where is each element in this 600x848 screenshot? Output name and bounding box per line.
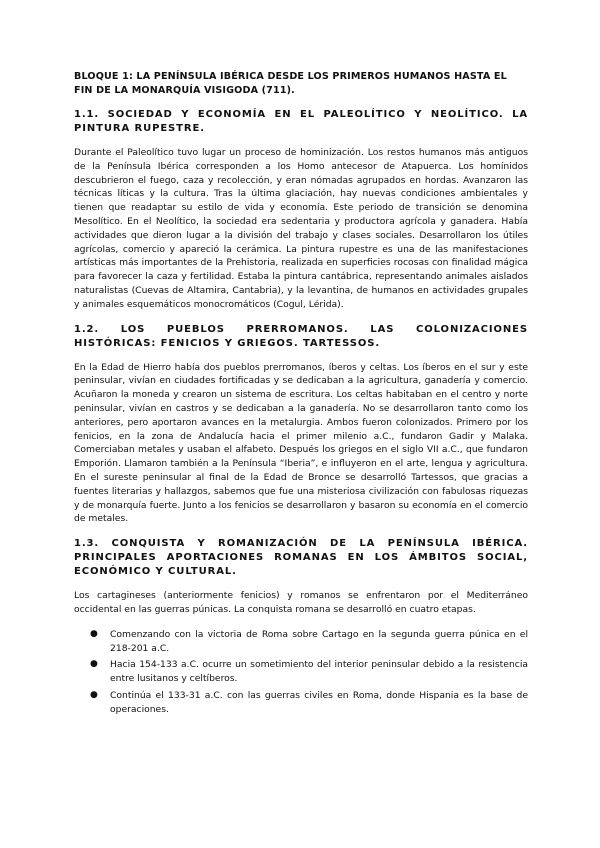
document-body xyxy=(74,70,528,720)
section-heading: 1.1. SOCIEDAD Y ECONOMÍA EN EL PALEOLÍTICO Y NEOLÍTICO. LA PINTURA RUPESTRE. xyxy=(74,109,528,134)
bullet-icon: ● xyxy=(90,628,98,639)
list-item-text: Comenzando con la victoria de Roma sobre Cartago en la segunda guerra púnica en el 218-201 a.C. xyxy=(110,628,528,654)
section-1 xyxy=(74,108,528,312)
list-item xyxy=(90,628,528,656)
section-heading: 1.2. LOS PUEBLOS PRERROMANOS. LAS COLONIZACIONES HISTÓRICAS: FENICIOS Y GRIEGOS. TARTESSOS. xyxy=(74,323,528,349)
section-paragraph: Los cartagineses (anteriormente fenicios) y romanos se enfrentaron por el Mediterráneo occidental en las guerras púnicas. La conquista romana se desarrolló en cuatro etapas. xyxy=(74,590,528,615)
document-title: BLOQUE 1: LA PENÍNSULA IBÉRICA DESDE LOS PRIMEROS HUMANOS HASTA EL FIN DE LA MONARQUÍA VISIGODA (711). xyxy=(74,71,507,96)
list-item-text: Hacia 154-133 a.C. ocurre un sometimiento del interior peninsular debido a la resistencia entre lusitanos y celtíberos. xyxy=(110,659,528,685)
section-paragraph: En la Edad de Hierro había dos pueblos prerromanos, íberos y celtas. Los íberos en el sur y este peninsular, vivían en ciudades fortificadas y se dedicaban a la agricultura, ganadería y comercio. Acuñaron la moneda y crearon un sistema de escritura. Los celtas habitaban en el centro y norte peninsular, vivían en castros y se dedicaban a la ganadería. No se desarrollaron tanto como los anteriores, pero aportaron avances en la metalurgia. Ambos fueron colonizados. Primero por los fenicios, en la zona de Andalucía hacia el primer milenio a.C., fundaron Gadir y Malaka. Comerciaban metales y usaban el alfabeto. Después los griegos en el siglo VII a.C., que fundaron Emporión. Llamaron también a la Península “Iberia”, e influyeron en el arte, lengua y agricultura. En el sureste peninsular al final de la Edad de Bronce se desarrolló Tartessos, que gracias a fuentes literarias y hallazgos, sabemos que fue una misteriosa civilización con fabulosas riquezas y de monarquía fuerte. Junto a los fenicios se desarrollaron y basaron su economía en el comercio de metales. xyxy=(74,361,528,525)
bullet-list xyxy=(74,628,528,717)
section-paragraph: Durante el Paleolítico tuvo lugar un proceso de hominización. Los restos humanos más antiguos de la Península Ibérica corresponden a los Homo antecesor de Atapuerca. Los homínidos descubrieron el fuego, caza y recolección, y eran nómadas agrupados en hordas. Avanzaron las técnicas líticas y la cultura. Tras la última glaciación, hay nuevas condiciones ambientales y tienen que readaptar su estilo de vida y economía. Este periodo de transición se denomina Mesolítico. En el Neolítico, la sociedad era sedentaria y productora agrícola y ganadera. Había actividades que dieron lugar a la división del trabajo y clases sociales. Desarrollaron los útiles agrícolas, comercio y apareció la cerámica. La pintura rupestre es una de las manifestaciones artísticas más importantes de la Prehistoria, realizada en superficies rocosas con finalidad mágica para favorecer la caza y fertilidad. Estaba la pintura cantábrica, representando animales aislados naturalistas (Cuevas de Altamira, Cantabria), y la levantina, de humanos en actividades grupales y animales esquemáticos monocromáticos (Cogul, Lérida). xyxy=(74,147,528,310)
bullet-icon: ● xyxy=(90,689,98,700)
list-item xyxy=(90,658,528,686)
section-2 xyxy=(74,323,528,527)
section-3 xyxy=(74,537,528,716)
bullet-icon: ● xyxy=(90,659,98,670)
section-heading: 1.3. CONQUISTA Y ROMANIZACIÓN DE LA PENÍNSULA IBÉRICA. PRINCIPALES APORTACIONES ROMANAS EN LOS ÁMBITOS SOCIAL, ECONÓMICO Y CULTURAL. xyxy=(74,538,528,578)
list-item xyxy=(90,689,528,717)
list-item-text: Continúa el 133-31 a.C. con las guerras civiles en Roma, donde Hispania es la base de operaciones. xyxy=(110,689,528,715)
